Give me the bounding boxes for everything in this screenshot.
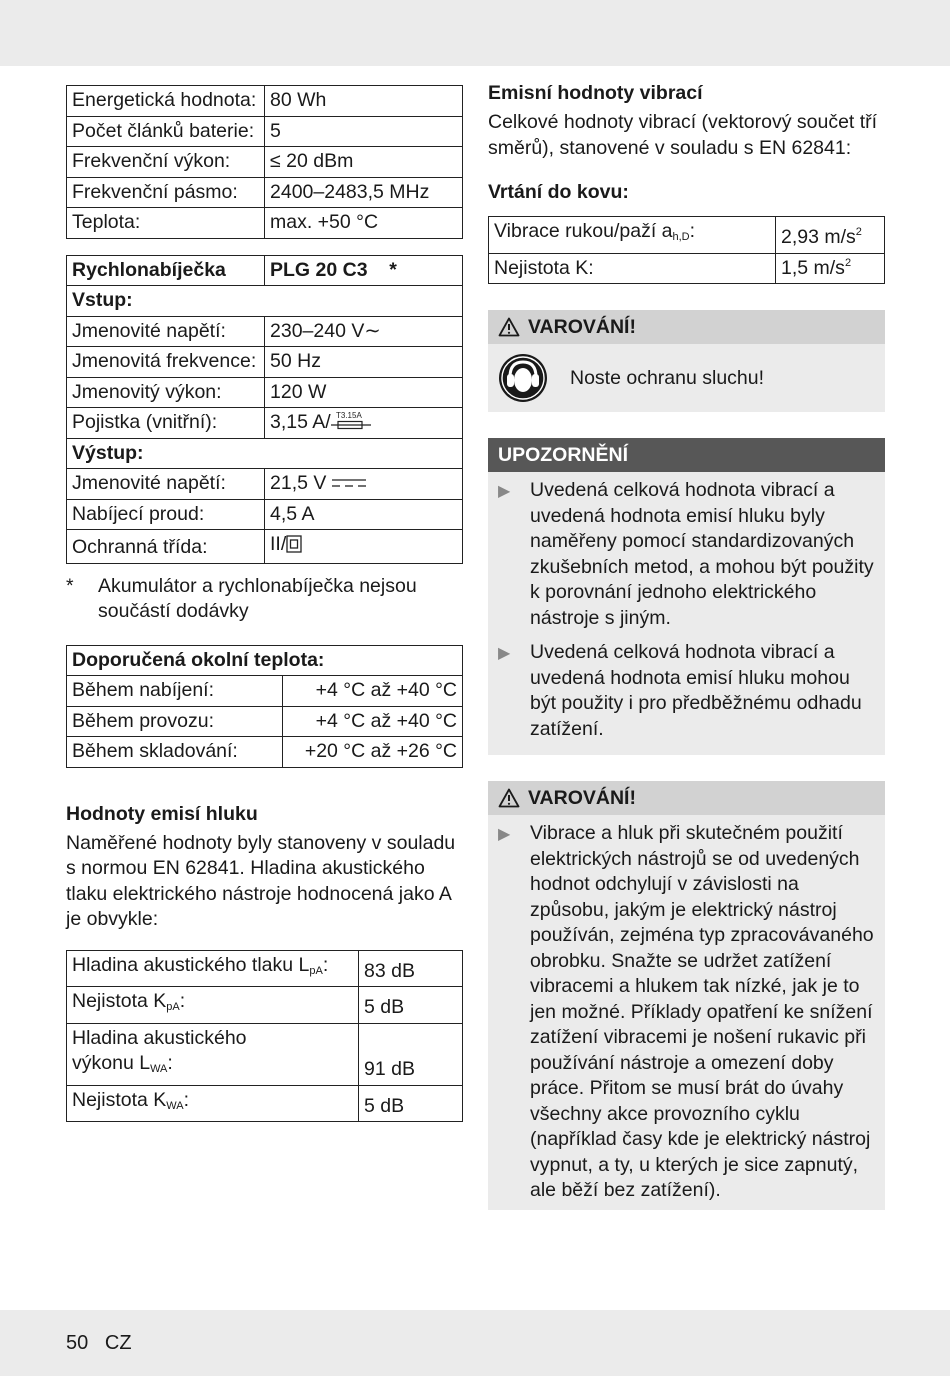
charger-spec-table bbox=[66, 255, 463, 564]
spec-value: +20 °C až +26 °C bbox=[283, 737, 463, 768]
label-suffix: : bbox=[183, 1088, 190, 1111]
table-row bbox=[67, 438, 463, 469]
output-section-label: Výstup: bbox=[67, 438, 463, 469]
table-row bbox=[67, 86, 463, 117]
spec-value-cell bbox=[265, 469, 463, 500]
ambient-temperature-table bbox=[66, 645, 463, 768]
dc-current-icon bbox=[332, 472, 366, 486]
spec-label: Jmenovitá frekvence: bbox=[67, 347, 265, 378]
spec-label: Jmenovité napětí: bbox=[67, 469, 265, 500]
left-column bbox=[66, 85, 463, 1122]
footer-band bbox=[0, 1310, 950, 1376]
table-row bbox=[489, 253, 885, 284]
table-row bbox=[67, 408, 463, 439]
spec-label: Pojistka (vnitřní): bbox=[67, 408, 265, 439]
table-row bbox=[67, 286, 463, 317]
table-row bbox=[67, 316, 463, 347]
warning-bullets bbox=[488, 815, 885, 1210]
table-row bbox=[67, 645, 463, 676]
footnote-text: Akumulátor a rychlonabíječka nejsou součástí dodávky bbox=[98, 574, 417, 622]
battery-spec-table bbox=[66, 85, 463, 239]
spec-value-cell bbox=[776, 217, 885, 254]
spec-value-cell bbox=[776, 253, 885, 284]
bullet-triangle-icon: ▶ bbox=[498, 645, 511, 662]
spec-value: ≤ 20 dBm bbox=[265, 147, 463, 178]
spec-value-cell bbox=[265, 408, 463, 439]
table-row bbox=[67, 1085, 463, 1122]
label-text: Nejistota K bbox=[72, 1088, 167, 1111]
spec-label bbox=[489, 217, 776, 254]
table-row bbox=[67, 347, 463, 378]
table-row bbox=[67, 116, 463, 147]
fuse-rating-label: T3.15A bbox=[335, 411, 362, 420]
label-subscript: pA bbox=[166, 1001, 180, 1013]
vibration-table bbox=[488, 216, 885, 284]
table-row bbox=[67, 950, 463, 987]
vibration-text: Celkové hodnoty vibrací (vektorový součet tří směrů), stanovené v souladu s EN 62841: bbox=[488, 111, 878, 159]
noise-table bbox=[66, 950, 463, 1123]
spec-label bbox=[67, 987, 359, 1024]
warning-header bbox=[488, 781, 885, 815]
charger-title: Rychlonabíječka bbox=[67, 255, 265, 286]
header-band bbox=[0, 0, 950, 66]
warning-triangle-icon bbox=[498, 788, 520, 808]
warning-title: VAROVÁNÍ! bbox=[528, 315, 636, 338]
noise-heading: Hodnoty emisí hluku bbox=[66, 802, 258, 825]
label-text: Hladina akustického tlaku L bbox=[72, 953, 310, 976]
spec-label: Teplota: bbox=[67, 208, 265, 239]
label-suffix: : bbox=[689, 220, 696, 242]
spec-label bbox=[67, 950, 359, 987]
spec-label: Během skladování: bbox=[67, 737, 283, 768]
noise-text: Naměřené hodnoty byly stanoveny v souladu s normou EN 62841. Hladina akustického tlaku elektrického nástroje hodnocená jako A je obvykle: bbox=[66, 831, 456, 930]
table-row bbox=[489, 217, 885, 254]
spec-label bbox=[67, 1023, 359, 1085]
spec-label: Ochranná třída: bbox=[67, 530, 265, 564]
spec-label bbox=[489, 253, 776, 284]
spec-value: 2,93 m/s bbox=[781, 226, 856, 248]
bullet-text: Uvedená celková hodnota vibrací a uvedená hodnota emisí hluku byly naměřeny pomocí standardizovaných zkušebních metod, a mohou být použity k porovnání jednoho elektrického nástroje s jiným. bbox=[530, 479, 874, 629]
language-code: CZ bbox=[104, 1332, 132, 1354]
spec-value: 2400–2483,5 MHz bbox=[265, 177, 463, 208]
label-text: Nejistota K: bbox=[494, 256, 594, 279]
spec-value: 4,5 A bbox=[265, 499, 463, 530]
spec-value: 91 dB bbox=[359, 1023, 463, 1085]
spec-value: 5 dB bbox=[359, 987, 463, 1024]
table-row bbox=[67, 177, 463, 208]
vibration-subheading: Vrtání do kovu: bbox=[488, 181, 629, 203]
fuse-icon bbox=[331, 410, 371, 432]
value-superscript: 2 bbox=[844, 256, 852, 269]
table-row bbox=[67, 706, 463, 737]
bullet-text: Uvedená celková hodnota vibrací a uvedená hodnota emisí hluku mohou být použity i pro předběžnému odhadu zatížení. bbox=[530, 641, 862, 740]
spec-label: Frekvenční výkon: bbox=[67, 147, 265, 178]
notice-header: UPOZORNĚNÍ bbox=[488, 438, 885, 472]
list-item bbox=[498, 478, 877, 631]
table-row bbox=[67, 499, 463, 530]
spec-label: Energetická hodnota: bbox=[67, 86, 265, 117]
spec-value: 5 dB bbox=[359, 1085, 463, 1122]
spec-value: 120 W bbox=[265, 377, 463, 408]
spec-label bbox=[67, 1085, 359, 1122]
page-number: 50 bbox=[66, 1332, 89, 1354]
charger-model: PLG 20 C3 * bbox=[265, 255, 463, 286]
spec-value: 1,5 m/s bbox=[781, 256, 845, 279]
spec-value: 83 dB bbox=[359, 950, 463, 987]
spec-value: 230–240 V∼ bbox=[265, 316, 463, 347]
table-row bbox=[67, 208, 463, 239]
label-subscript: h,D bbox=[672, 231, 690, 243]
warning-triangle-icon bbox=[498, 317, 520, 337]
notice-bullets bbox=[488, 472, 885, 755]
value-superscript: 2 bbox=[855, 226, 862, 238]
bullet-text: Vibrace a hluk při skutečném použití elektrických nástrojů se od uvedených hodnot odchylují v závislosti na způsobu, jakým je elektrický nástroj používán, zejména typ zpracovávaného obrobku. Snažte se udržet zatížení vibracemi a hlukem tak nízké, jak je to jen možné. Příklady opatření ke snížení zatížení vibracemi je nošení rukavic při používání nástroje a omezení doby práce. Přitom se musí brát do úvahy všechny akce provozního cyklu (například časy kde je elektrický nástroj vypnut, a ty, u kterých je sice zapnutý, ale běží bez zatížení). bbox=[530, 822, 874, 1201]
table-row bbox=[67, 255, 463, 286]
input-section-label: Vstup: bbox=[67, 286, 463, 317]
table-row bbox=[67, 987, 463, 1024]
table-row bbox=[67, 1023, 463, 1085]
label-text: Nejistota K bbox=[72, 990, 167, 1012]
notice-box bbox=[488, 438, 885, 755]
table-row bbox=[67, 147, 463, 178]
protection-class-ii-icon bbox=[286, 535, 302, 561]
label-suffix: : bbox=[179, 990, 186, 1012]
spec-value: 21,5 V bbox=[270, 472, 327, 494]
vibration-heading: Emisní hodnoty vibrací bbox=[488, 82, 703, 104]
spec-value: 50 Hz bbox=[265, 347, 463, 378]
spec-value: 80 Wh bbox=[265, 86, 463, 117]
label-suffix: : bbox=[167, 1052, 173, 1074]
spec-value-cell bbox=[265, 530, 463, 564]
footnote bbox=[66, 574, 463, 625]
table-row bbox=[67, 377, 463, 408]
warning-title: VAROVÁNÍ! bbox=[528, 786, 636, 809]
list-item bbox=[498, 821, 877, 1204]
spec-value: 3,15 A/ bbox=[270, 411, 331, 433]
page-footer bbox=[66, 1332, 132, 1355]
hearing-warning-box bbox=[488, 310, 885, 412]
table-row bbox=[67, 530, 463, 564]
spec-label: Během provozu: bbox=[67, 706, 283, 737]
label-subscript: WA bbox=[166, 1099, 184, 1112]
spec-value: +4 °C až +40 °C bbox=[283, 676, 463, 707]
table-row bbox=[67, 737, 463, 768]
bullet-triangle-icon: ▶ bbox=[498, 826, 511, 843]
spec-value: +4 °C až +40 °C bbox=[283, 706, 463, 737]
bullet-triangle-icon: ▶ bbox=[498, 483, 511, 500]
spec-label: Nabíjecí proud: bbox=[67, 499, 265, 530]
spec-label: Jmenovitý výkon: bbox=[67, 377, 265, 408]
vibration-warning-box bbox=[488, 781, 885, 1210]
spec-label: Počet článků baterie: bbox=[67, 116, 265, 147]
spec-value: max. +50 °C bbox=[265, 208, 463, 239]
label-subscript: WA bbox=[150, 1063, 168, 1075]
table-row bbox=[67, 676, 463, 707]
label-text: Vibrace rukou/paží a bbox=[494, 220, 673, 242]
spec-value: 5 bbox=[265, 116, 463, 147]
label-subscript: pA bbox=[309, 964, 323, 977]
spec-label: Jmenovité napětí: bbox=[67, 316, 265, 347]
spec-label: Během nabíjení: bbox=[67, 676, 283, 707]
spec-value: II/ bbox=[270, 533, 287, 555]
right-column bbox=[488, 80, 885, 1210]
warning-header bbox=[488, 310, 885, 344]
hearing-protection-icon bbox=[498, 353, 548, 403]
spec-label: Frekvenční pásmo: bbox=[67, 177, 265, 208]
table-row bbox=[67, 469, 463, 500]
list-item bbox=[498, 640, 877, 742]
label-suffix: : bbox=[322, 953, 329, 976]
hearing-warning-text: Noste ochranu sluchu! bbox=[570, 366, 765, 389]
label-text: Hladina akustického výkonu L bbox=[72, 1026, 247, 1074]
hearing-protection-row bbox=[488, 344, 885, 412]
footnote-mark: * bbox=[66, 574, 74, 597]
ambient-title: Doporučená okolní teplota: bbox=[67, 645, 463, 676]
